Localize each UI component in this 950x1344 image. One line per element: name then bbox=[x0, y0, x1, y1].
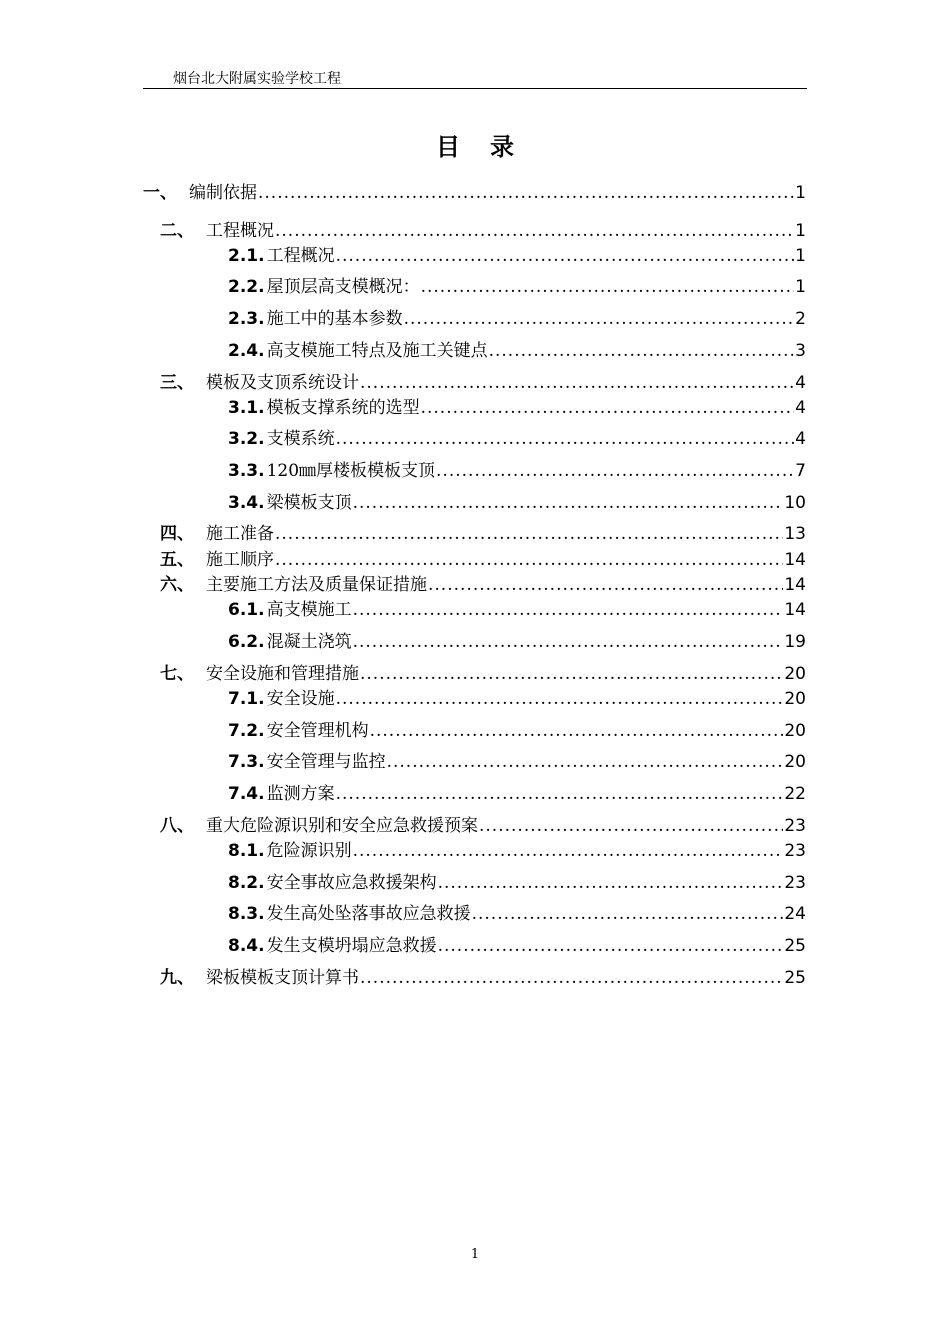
toc-entry[interactable] bbox=[228, 868, 806, 893]
toc-entry[interactable] bbox=[228, 931, 806, 956]
toc-leader-dots bbox=[275, 550, 783, 570]
toc-leader-dots bbox=[387, 752, 784, 772]
toc-entry[interactable] bbox=[228, 716, 806, 741]
toc-entry[interactable] bbox=[160, 811, 806, 836]
toc-leader-dots bbox=[360, 968, 783, 988]
toc-entry-label: 发生支模坍塌应急救援 bbox=[266, 936, 437, 956]
toc-entry-number: 2.3. bbox=[228, 309, 265, 329]
toc-entry-number: 8.1. bbox=[228, 841, 265, 861]
toc-entry-label: 高支模施工特点及施工关键点 bbox=[266, 341, 488, 361]
toc-entry-number: 六、 bbox=[160, 575, 194, 595]
toc-entry[interactable] bbox=[228, 456, 806, 481]
toc-entry[interactable] bbox=[160, 368, 806, 393]
toc-entry-page: 1 bbox=[795, 221, 806, 241]
toc-entry-number: 8.4. bbox=[228, 936, 265, 956]
toc-entry-label: 工程概况 bbox=[206, 221, 274, 241]
toc-entry-page: 10 bbox=[784, 493, 806, 513]
toc-entry-page: 20 bbox=[784, 752, 806, 772]
toc-entry-number: 3.2. bbox=[228, 429, 265, 449]
toc-entry-label: 主要施工方法及质量保证措施 bbox=[206, 575, 427, 595]
toc-leader-dots bbox=[258, 183, 794, 203]
toc-entry[interactable] bbox=[160, 659, 806, 684]
toc-entry-label: 安全管理机构 bbox=[266, 721, 369, 741]
toc-leader-dots bbox=[336, 429, 795, 449]
toc-entry-number: 五、 bbox=[160, 550, 194, 570]
toc-entry[interactable] bbox=[228, 595, 806, 620]
toc-entry-page: 4 bbox=[795, 373, 806, 393]
toc-entry-page: 1 bbox=[795, 277, 806, 297]
toc-leader-dots bbox=[336, 784, 784, 804]
toc-entry-number: 7.4. bbox=[228, 784, 265, 804]
toc-leader-dots bbox=[438, 873, 784, 893]
toc-entry-number: 6.2. bbox=[228, 632, 265, 652]
toc-entry[interactable] bbox=[228, 488, 806, 513]
toc-entry-number: 7.3. bbox=[228, 752, 265, 772]
toc-entry-page: 20 bbox=[784, 721, 806, 741]
toc-entry-label: 编制依据 bbox=[189, 183, 257, 203]
toc-entry-page: 2 bbox=[795, 309, 806, 329]
toc-leader-dots bbox=[353, 841, 784, 861]
toc-entry-page: 4 bbox=[795, 429, 806, 449]
toc-entry-label: 混凝土浇筑 bbox=[266, 632, 352, 652]
toc-entry-page: 25 bbox=[784, 936, 806, 956]
toc-title: 目录 bbox=[436, 133, 544, 161]
toc-entry-label: 监测方案 bbox=[266, 784, 335, 804]
toc-entry[interactable] bbox=[228, 684, 806, 709]
toc-leader-dots bbox=[438, 936, 784, 956]
toc-leader-dots bbox=[353, 600, 784, 620]
toc-entry-page: 14 bbox=[784, 550, 806, 570]
header-title: 烟台北大附属实验学校工程 bbox=[173, 71, 341, 87]
toc-entry-label: 高支模施工 bbox=[266, 600, 352, 620]
toc-leader-dots bbox=[353, 493, 784, 513]
toc-entry[interactable] bbox=[228, 304, 806, 329]
toc-leader-dots bbox=[370, 721, 784, 741]
toc-entry-label: 安全设施 bbox=[266, 689, 335, 709]
toc-entry-label: 安全设施和管理措施 bbox=[206, 664, 359, 684]
toc-entry-page: 22 bbox=[784, 784, 806, 804]
toc-leader-dots bbox=[275, 524, 783, 544]
toc-entry-page: 3 bbox=[795, 341, 806, 361]
toc-entry-label: 模板支撑系统的选型 bbox=[266, 398, 420, 418]
toc-entry-page: 23 bbox=[784, 841, 806, 861]
toc-entry-number: 2.2. bbox=[228, 277, 265, 297]
toc-entry-number: 7.2. bbox=[228, 721, 265, 741]
toc-entry-label: 支模系统 bbox=[266, 429, 335, 449]
toc-entry-page: 24 bbox=[784, 904, 806, 924]
toc-leader-dots bbox=[275, 221, 794, 241]
page-header bbox=[143, 64, 807, 89]
toc-entry-number: 3.3. bbox=[228, 461, 265, 481]
toc-entry-number: 3.4. bbox=[228, 493, 265, 513]
toc-entry-number: 6.1. bbox=[228, 600, 265, 620]
toc-leader-dots bbox=[472, 904, 784, 924]
toc-leader-dots bbox=[336, 689, 784, 709]
toc-entry-label: 安全事故应急救援架构 bbox=[266, 873, 437, 893]
toc-entry-label: 施工顺序 bbox=[206, 550, 274, 570]
toc-leader-dots bbox=[489, 341, 795, 361]
toc-entry-label: 安全管理与监控 bbox=[266, 752, 386, 772]
toc-entry-label: 工程概况 bbox=[266, 246, 335, 266]
toc-entry[interactable] bbox=[228, 836, 806, 861]
toc-leader-dots bbox=[360, 664, 783, 684]
toc-entry-number: 7.1. bbox=[228, 689, 265, 709]
toc-entry-page: 1 bbox=[795, 183, 806, 203]
toc-leader-dots bbox=[428, 575, 783, 595]
toc-entry[interactable] bbox=[160, 570, 806, 595]
toc-leader-dots bbox=[336, 246, 795, 266]
toc-entry-label: 施工准备 bbox=[206, 524, 274, 544]
toc-entry-label: 模板及支顶系统设计 bbox=[206, 373, 359, 393]
toc-entry-label: 发生高处坠落事故应急救援 bbox=[266, 904, 471, 924]
toc-entry-label: 施工中的基本参数 bbox=[266, 309, 403, 329]
toc-entry[interactable] bbox=[228, 627, 806, 652]
toc-leader-dots bbox=[360, 373, 794, 393]
toc-entry[interactable] bbox=[228, 336, 806, 361]
toc-entry-number: 七、 bbox=[160, 664, 194, 684]
toc-leader-dots bbox=[353, 632, 784, 652]
toc-entry-number: 8.3. bbox=[228, 904, 265, 924]
toc-entry[interactable] bbox=[228, 899, 806, 924]
toc-entry-page: 14 bbox=[784, 600, 806, 620]
toc-entry-page: 20 bbox=[784, 664, 806, 684]
toc-entry[interactable] bbox=[228, 393, 806, 418]
page-number: 1 bbox=[470, 1247, 480, 1262]
toc-entry[interactable] bbox=[228, 779, 806, 804]
toc-entry-label: 120㎜厚楼板模板支顶 bbox=[266, 461, 436, 481]
toc-entry[interactable] bbox=[160, 216, 806, 241]
toc-entry-label: 梁模板支顶 bbox=[266, 493, 352, 513]
toc-entry[interactable] bbox=[143, 178, 806, 203]
toc-entry[interactable] bbox=[228, 424, 806, 449]
toc-leader-dots bbox=[436, 461, 794, 481]
toc-entry-label: 梁板模板支顶计算书 bbox=[206, 968, 359, 988]
toc-entry-page: 20 bbox=[784, 689, 806, 709]
toc-entry-number: 八、 bbox=[160, 816, 194, 836]
toc-entry-number: 8.2. bbox=[228, 873, 265, 893]
toc-entry[interactable] bbox=[228, 272, 806, 297]
toc-entry[interactable] bbox=[228, 747, 806, 772]
toc-entry[interactable] bbox=[160, 545, 806, 570]
toc-entry-page: 23 bbox=[784, 816, 806, 836]
toc-entry[interactable] bbox=[228, 241, 806, 266]
toc-entry[interactable] bbox=[160, 519, 806, 544]
toc-entry-page: 7 bbox=[795, 461, 806, 481]
toc-entry-number: 2.4. bbox=[228, 341, 265, 361]
toc-entry-page: 25 bbox=[784, 968, 806, 988]
toc-entry-page: 13 bbox=[784, 524, 806, 544]
toc-entry-number: 四、 bbox=[160, 524, 194, 544]
toc-entry-page: 1 bbox=[795, 246, 806, 266]
toc-entry-number: 3.1. bbox=[228, 398, 265, 418]
toc-entry-number: 二、 bbox=[160, 221, 194, 241]
toc-leader-dots bbox=[421, 277, 795, 297]
toc-leader-dots bbox=[479, 816, 783, 836]
toc-entry-label: 重大危险源识别和安全应急救援预案 bbox=[206, 816, 478, 836]
toc-entry-page: 23 bbox=[784, 873, 806, 893]
toc-entry-page: 14 bbox=[784, 575, 806, 595]
toc-entry-page: 4 bbox=[795, 398, 806, 418]
toc-leader-dots bbox=[404, 309, 795, 329]
toc-entry-label: 屋顶层高支模概况： bbox=[266, 277, 420, 297]
toc-entry-label: 危险源识别 bbox=[266, 841, 352, 861]
toc-entry-number: 一、 bbox=[143, 183, 177, 203]
toc-entry[interactable] bbox=[160, 963, 806, 988]
toc-entry-page: 19 bbox=[784, 632, 806, 652]
toc-entry-number: 三、 bbox=[160, 373, 194, 393]
toc-entry-number: 2.1. bbox=[228, 246, 265, 266]
toc-entry-number: 九、 bbox=[160, 968, 194, 988]
toc-leader-dots bbox=[421, 398, 795, 418]
